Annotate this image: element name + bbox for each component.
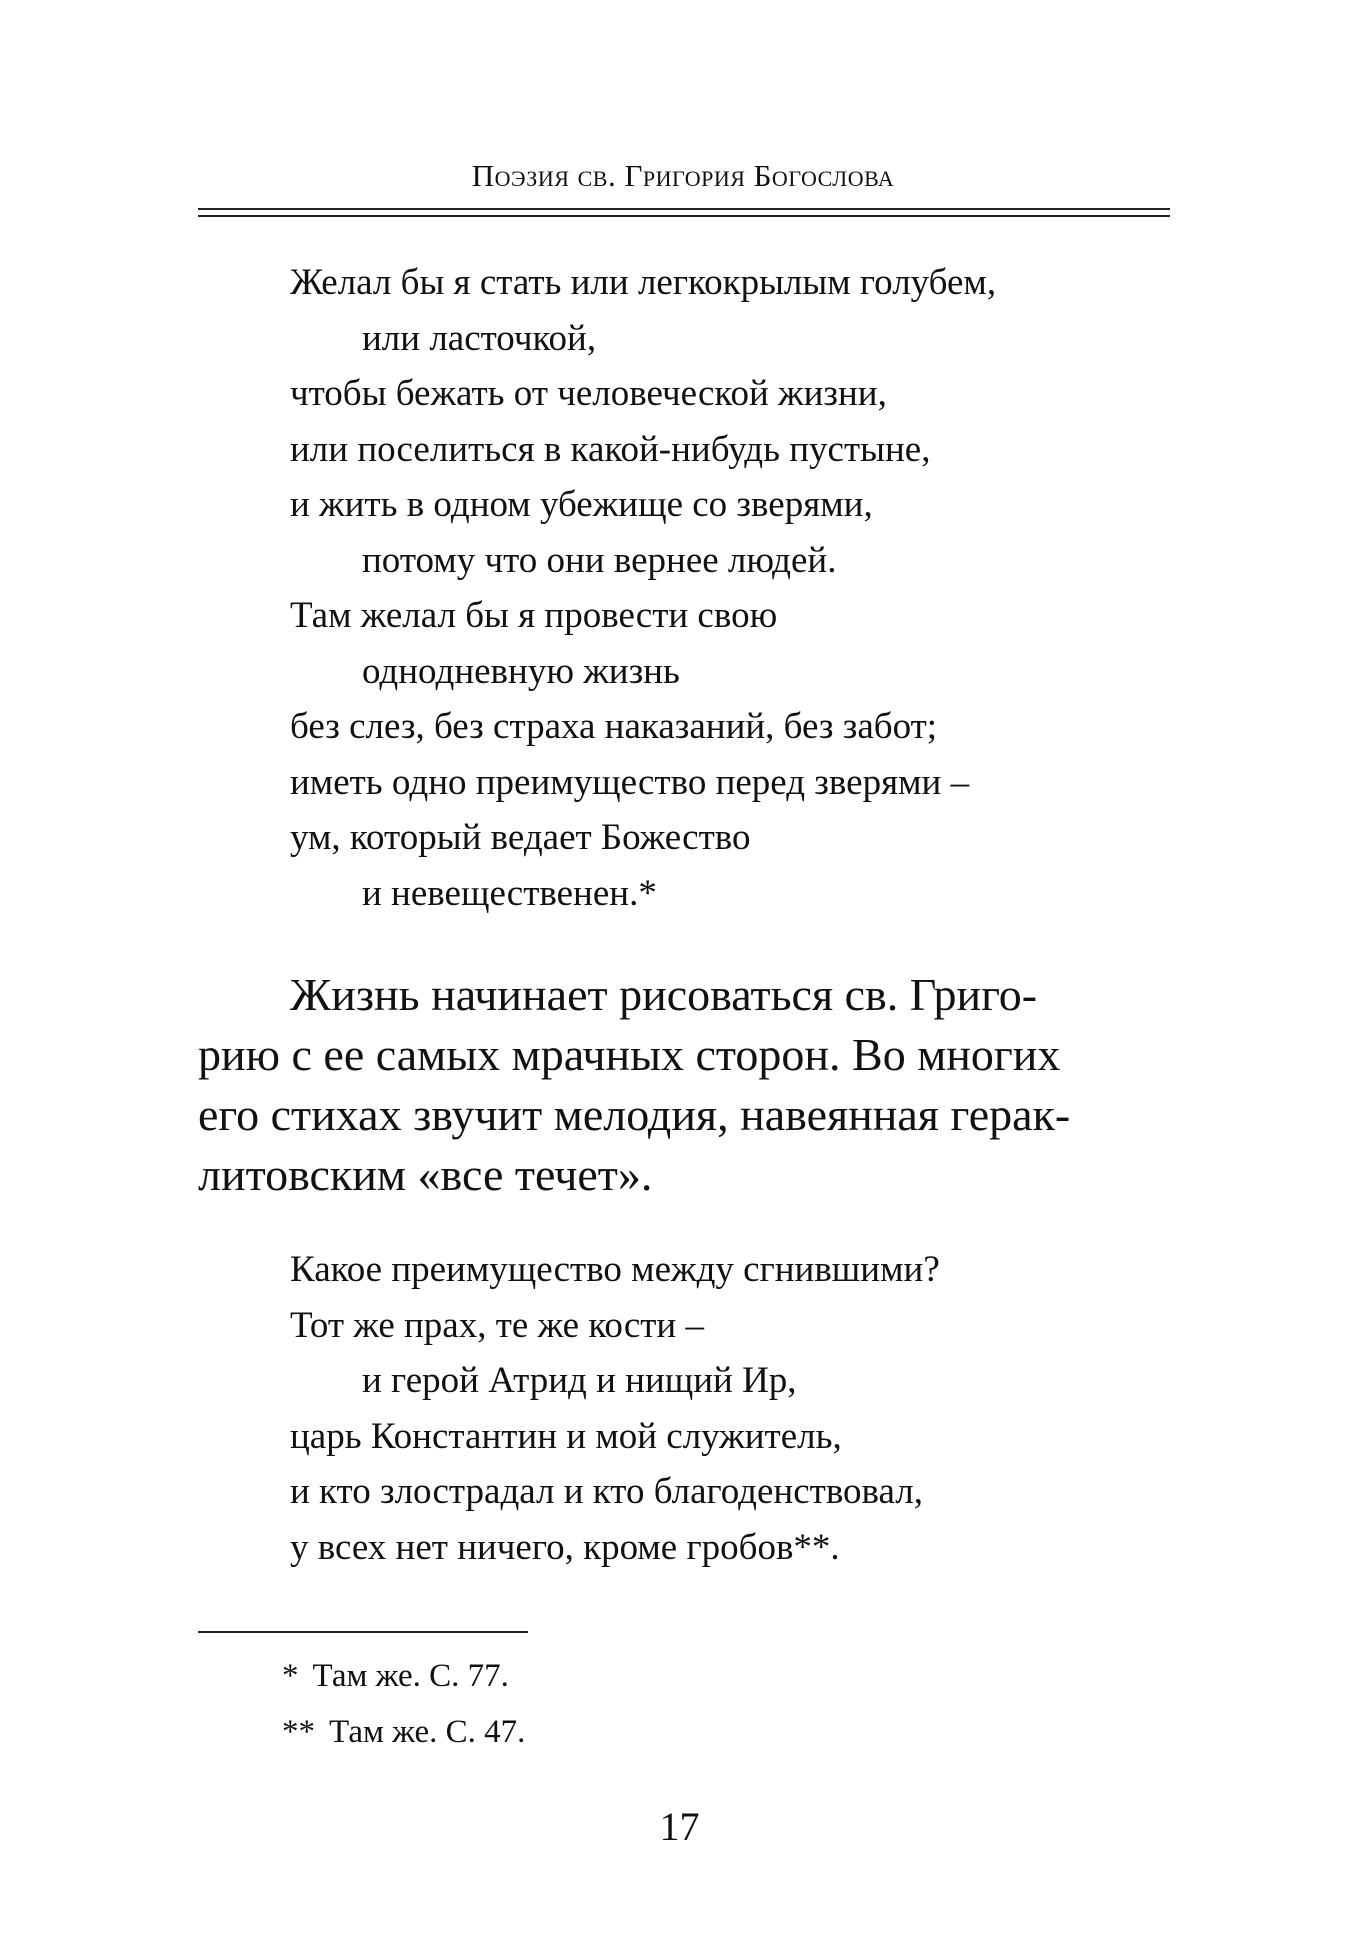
header-rule-top — [198, 208, 1170, 210]
paragraph-line: рию с ее самых мрачных сторон. Во многих — [198, 1029, 1061, 1080]
poem-line: чтобы бежать от человеческой жизни, — [290, 373, 887, 414]
header-rule-bottom — [198, 215, 1170, 217]
footnote-text: Там же. С. 77. — [312, 1658, 509, 1694]
poem-line: потому что они вернее людей. — [362, 539, 837, 581]
poem-line: и кто злострадал и кто благоденствовал, — [290, 1471, 923, 1512]
poem-line: Тот же прах, те же кости – — [290, 1304, 704, 1346]
poem-line: Там желал бы я провести свою — [290, 595, 778, 636]
poem-line: без слез, без страха наказаний, без забот; — [290, 706, 938, 747]
footnote-mark: ** — [282, 1714, 315, 1750]
poem-line: царь Константин и мой служитель, — [290, 1415, 842, 1457]
poem-line: и жить в одном убежище со зверями, — [290, 484, 873, 525]
poem-line: или ласточкой, — [362, 317, 597, 359]
poem-line: Желал бы я стать или легкокрылым голубем, — [290, 262, 997, 303]
body-paragraph — [198, 965, 1143, 1205]
poem-quote-1 — [290, 255, 996, 921]
poem-line: и герой Атрид и нищий Ир, — [362, 1360, 797, 1401]
poem-line: или поселиться в какой-нибудь пустыне, — [290, 428, 931, 470]
poem-line: однодневную жизнь — [362, 650, 680, 692]
footnote — [282, 1704, 525, 1760]
footnote-rule — [198, 1631, 528, 1633]
poem-line: иметь одно преимущество перед зверями – — [290, 761, 970, 803]
footnote-text: Там же. С. 47. — [329, 1714, 526, 1750]
running-head: Поэзия св. Григория Богослова — [471, 158, 895, 193]
footnotes — [282, 1648, 525, 1760]
footnote — [282, 1648, 525, 1704]
poem-line: ум, который ведает Божество — [290, 817, 751, 858]
poem-line: Какое преимущество между сгнившими? — [290, 1249, 940, 1290]
poem-line: у всех нет ничего, кроме гробов**. — [290, 1526, 840, 1568]
poem-quote-2 — [290, 1242, 940, 1575]
footnote-mark: * — [282, 1658, 299, 1694]
paragraph-line: литовским «все течет». — [198, 1149, 653, 1200]
poem-line: и невещественен.* — [362, 872, 657, 914]
paragraph-line: его стихах звучит мелодия, навеянная герак- — [198, 1089, 1071, 1140]
page-number: 17 — [659, 1804, 700, 1849]
paragraph-line: Жизнь начинает рисоваться св. Григо- — [290, 969, 1038, 1020]
